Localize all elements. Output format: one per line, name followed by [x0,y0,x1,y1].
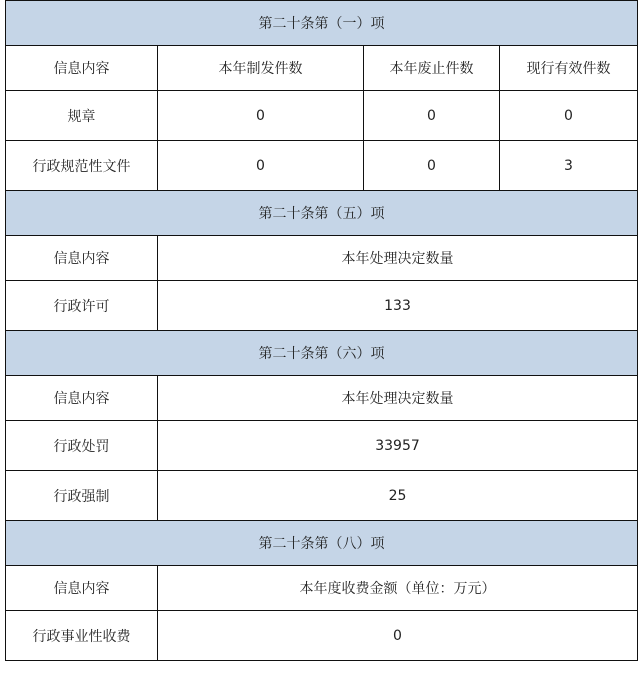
section-title-row [6,1,638,46]
section-title-row [6,191,638,236]
row-label: 规章 [6,91,158,141]
header-cell: 本年处理决定数量 [158,376,638,421]
table-row [6,141,638,191]
section-title: 第二十条第（六）项 [6,331,638,376]
section-title-row [6,331,638,376]
value-cell: 33957 [158,421,638,471]
value-cell: 133 [158,281,638,331]
section-title: 第二十条第（五）项 [6,191,638,236]
section-title: 第二十条第（一）项 [6,1,638,46]
section-title-row [6,521,638,566]
value-cell: 0 [158,611,638,661]
value-cell: 0 [364,141,500,191]
row-label: 行政许可 [6,281,158,331]
report-table-container [5,0,638,661]
header-cell: 现行有效件数 [500,46,638,91]
table-row [6,471,638,521]
table-row [6,91,638,141]
value-cell: 0 [158,141,364,191]
header-cell: 本年处理决定数量 [158,236,638,281]
table-row [6,611,638,661]
table-row [6,281,638,331]
row-label: 行政强制 [6,471,158,521]
value-cell: 0 [364,91,500,141]
disclosure-table [5,0,638,661]
section-title: 第二十条第（八）项 [6,521,638,566]
header-cell: 信息内容 [6,46,158,91]
header-cell: 信息内容 [6,236,158,281]
row-label: 行政规范性文件 [6,141,158,191]
header-cell: 信息内容 [6,566,158,611]
value-cell: 25 [158,471,638,521]
header-cell: 本年制发件数 [158,46,364,91]
header-row [6,46,638,91]
value-cell: 0 [158,91,364,141]
value-cell: 3 [500,141,638,191]
header-row [6,236,638,281]
header-row [6,376,638,421]
value-cell: 0 [500,91,638,141]
header-cell: 信息内容 [6,376,158,421]
table-row [6,421,638,471]
header-cell: 本年废止件数 [364,46,500,91]
row-label: 行政处罚 [6,421,158,471]
row-label: 行政事业性收费 [6,611,158,661]
header-row [6,566,638,611]
header-cell: 本年度收费金额（单位：万元） [158,566,638,611]
